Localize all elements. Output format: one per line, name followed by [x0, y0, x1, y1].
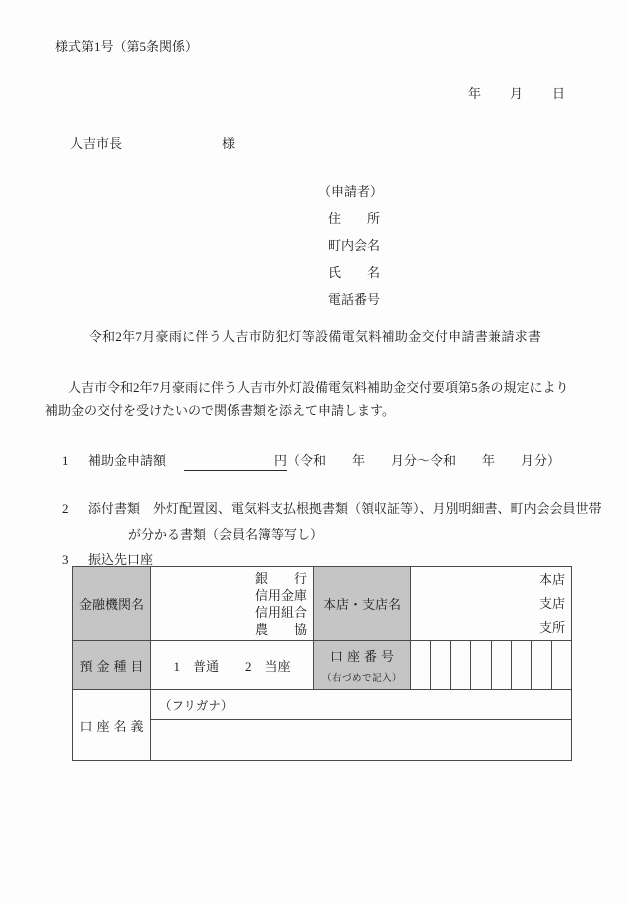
item3-number: 3 [62, 552, 69, 567]
institution-type-agri-coop: 農協 [255, 621, 307, 637]
furigana-field[interactable] [151, 690, 572, 720]
institution-type-credit-union: 信用組合 [255, 604, 308, 620]
body-line-1: 人吉市令和2年7月豪雨に伴う人吉市外灯設備電気料補助金交付要項第5条の規定により [68, 380, 569, 395]
item-subsidy-amount [62, 450, 560, 471]
applicant-address-label: 住 所 [328, 211, 381, 226]
account-number-boxes [411, 641, 572, 690]
addressee-line [70, 133, 235, 152]
applicant-block [318, 178, 383, 313]
account-digit-box[interactable] [470, 641, 490, 689]
branch-type-branch: 支店 [538, 595, 565, 611]
addressee-honorific: 様 [222, 136, 236, 151]
applicant-phone-label: 電話番号 [328, 292, 381, 307]
bank-account-table [72, 566, 572, 761]
account-digit-box[interactable] [531, 641, 551, 689]
deposit-type-header: 預金種目 [73, 641, 151, 690]
item2-number: 2 [62, 501, 69, 516]
item1-number: 1 [62, 453, 69, 468]
institution-type-bank: 銀行 [255, 570, 307, 586]
item2-text-line1: 外灯配置図、電気料支払根拠書類（領収証等）、月別明細書、町内会会員世帯 [153, 501, 602, 516]
account-digit-box[interactable] [450, 641, 470, 689]
body-paragraph [45, 377, 585, 422]
applicant-heading: （申請者） [318, 184, 384, 199]
account-digit-box[interactable] [491, 641, 511, 689]
account-digit-box[interactable] [551, 641, 571, 689]
institution-type-shinkin: 信用金庫 [255, 587, 308, 603]
item1-period: （令和 年 月分～令和 年 月分） [287, 453, 561, 468]
financial-institution-header: 金融機関名 [73, 567, 151, 641]
item2-label: 添付書類 [88, 501, 141, 516]
branch-type-sub-branch: 支所 [538, 619, 565, 635]
amount-underline [184, 450, 287, 471]
date-line: 年 月 日 [467, 86, 566, 101]
item1-label: 補助金申請額 [88, 453, 167, 468]
item-attachments [62, 498, 602, 517]
account-number-header: 口座番号 （右づめで記入） [314, 641, 411, 690]
amount-unit: 円 [274, 453, 288, 468]
branch-type-options [411, 567, 572, 641]
item3-label: 振込先口座 [88, 552, 154, 567]
branch-type-head-office: 本店 [538, 571, 565, 587]
deposit-type-options: 1 普通 2 当座 [151, 641, 314, 690]
account-holder-name-field[interactable] [151, 720, 572, 761]
branch-name-header: 本店・支店名 [314, 567, 411, 641]
addressee-name: 人吉市長 [70, 136, 123, 151]
account-digit-box[interactable] [430, 641, 450, 689]
account-digit-box[interactable] [411, 641, 430, 689]
account-holder-header: 口座名義 [73, 690, 151, 761]
institution-type-options [151, 567, 314, 641]
applicant-association-label: 町内会名 [328, 238, 381, 253]
form-number: 様式第1号（第5条関係） [55, 39, 199, 54]
furigana-label: （フリガナ） [159, 698, 234, 713]
account-digit-box[interactable] [511, 641, 531, 689]
body-line-2: 補助金の交付を受けたいので関係書類を添えて申請します。 [45, 402, 395, 418]
account-number-note: （右づめで記入） [321, 674, 402, 684]
item2-text-line2: が分かる書類（会員名簿等写し） [128, 527, 324, 542]
document-title: 令和2年7月豪雨に伴う人吉市防犯灯等設備電気料補助金交付申請書兼請求書 [88, 329, 542, 344]
applicant-name-label: 氏 名 [328, 265, 381, 280]
